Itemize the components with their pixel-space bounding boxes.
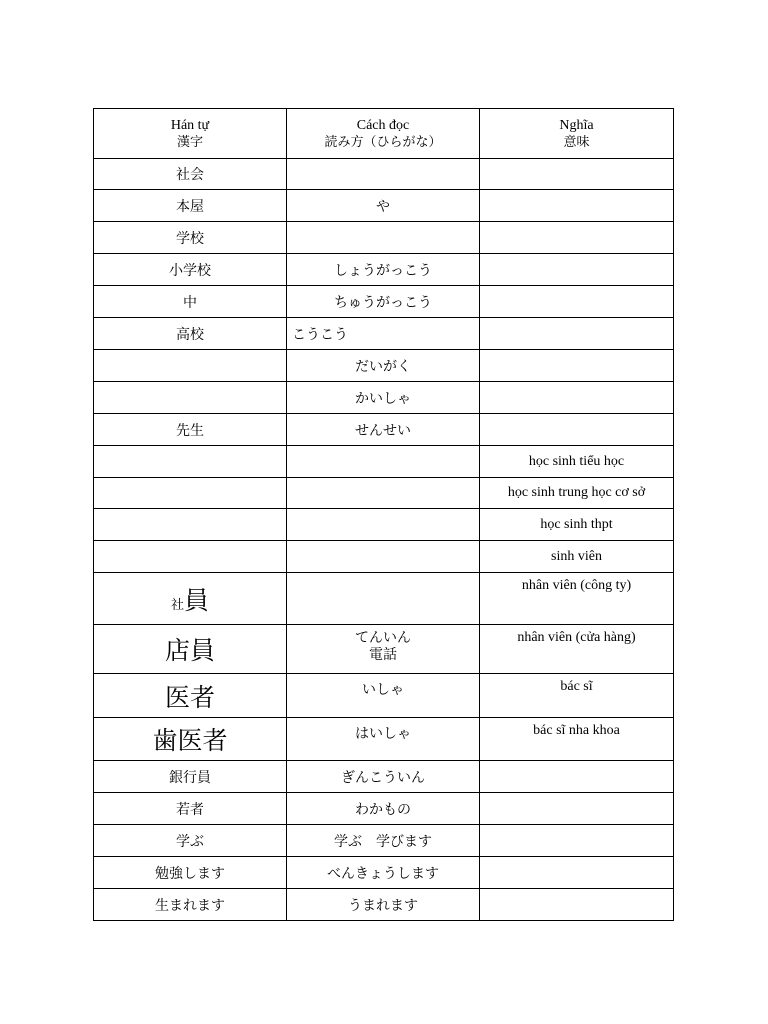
table-row — [94, 825, 674, 857]
meaning-cell — [480, 761, 674, 793]
reading-line-extra: 電話 — [369, 647, 397, 663]
meaning-cell — [480, 318, 674, 350]
kanji-cell: 高校 — [94, 318, 287, 350]
table-row — [94, 793, 674, 825]
table-row — [94, 761, 674, 793]
table-row — [94, 674, 674, 718]
meaning-cell — [480, 414, 674, 446]
meaning-cell — [480, 825, 674, 857]
table-row — [94, 190, 674, 222]
reading-cell: せんせい — [287, 414, 480, 446]
reading-cell — [287, 541, 480, 573]
kanji-cell: 勉強します — [94, 857, 287, 889]
reading-cell: うまれます — [287, 889, 480, 921]
table-row — [94, 254, 674, 286]
kanji-cell — [94, 541, 287, 573]
reading-cell: 学ぶ 学びます — [287, 825, 480, 857]
reading-line: てんいん — [355, 630, 411, 646]
header-reading-jp: 読み方（ひらがな） — [324, 134, 442, 150]
reading-cell — [287, 625, 480, 674]
header-meaning-vn: Nghĩa — [559, 117, 594, 133]
meaning-cell: nhân viên (công ty) — [480, 573, 674, 625]
reading-cell: はいしゃ — [287, 718, 480, 761]
kanji-cell: 生まれます — [94, 889, 287, 921]
table-row — [94, 446, 674, 478]
meaning-cell — [480, 350, 674, 382]
kanji-cell: 小学校 — [94, 254, 287, 286]
table-row — [94, 318, 674, 350]
reading-cell: かいしゃ — [287, 382, 480, 414]
kanji-suffix: 員 — [184, 585, 210, 615]
meaning-cell: học sinh thpt — [480, 509, 674, 541]
meaning-cell: học sinh trung học cơ sở — [480, 478, 674, 509]
reading-cell — [287, 159, 480, 190]
kanji-cell — [94, 350, 287, 382]
header-reading-vn: Cách đọc — [356, 117, 410, 133]
kanji-cell: 社会 — [94, 159, 287, 190]
reading-cell: や — [287, 190, 480, 222]
kanji-cell: 先生 — [94, 414, 287, 446]
header-kanji-jp: 漢字 — [176, 134, 203, 150]
meaning-cell: nhân viên (cửa hàng) — [480, 625, 674, 674]
reading-cell: わかもの — [287, 793, 480, 825]
reading-cell — [287, 478, 480, 509]
reading-cell — [287, 573, 480, 625]
meaning-cell: sinh viên — [480, 541, 674, 573]
kanji-cell: 中 — [94, 286, 287, 318]
meaning-cell — [480, 857, 674, 889]
header-meaning-jp: 意味 — [563, 134, 590, 150]
kanji-cell — [94, 446, 287, 478]
kanji-cell: 本屋 — [94, 190, 287, 222]
kanji-cell — [94, 382, 287, 414]
kanji-cell — [94, 573, 287, 625]
table-row — [94, 889, 674, 921]
kanji-cell: 銀行員 — [94, 761, 287, 793]
table-row — [94, 718, 674, 761]
header-kanji — [94, 109, 287, 159]
header-kanji-vn: Hán tự — [170, 117, 210, 133]
meaning-cell — [480, 793, 674, 825]
meaning-cell — [480, 382, 674, 414]
reading-cell: だいがく — [287, 350, 480, 382]
reading-cell: いしゃ — [287, 674, 480, 718]
meaning-cell — [480, 889, 674, 921]
reading-cell: べんきょうします — [287, 857, 480, 889]
meaning-cell: bác sĩ nha khoa — [480, 718, 674, 761]
reading-cell: ぎんこういん — [287, 761, 480, 793]
table-row — [94, 350, 674, 382]
meaning-cell — [480, 190, 674, 222]
kanji-cell: 学ぶ — [94, 825, 287, 857]
table-row — [94, 222, 674, 254]
table-row — [94, 541, 674, 573]
table-row — [94, 857, 674, 889]
kanji-cell: 若者 — [94, 793, 287, 825]
table-row — [94, 286, 674, 318]
kanji-cell: 歯医者 — [94, 718, 287, 761]
kanji-cell — [94, 509, 287, 541]
reading-cell — [287, 446, 480, 478]
reading-cell: しょうがっこう — [287, 254, 480, 286]
kanji-prefix: 社 — [170, 597, 184, 613]
table-row — [94, 382, 674, 414]
meaning-cell — [480, 222, 674, 254]
reading-cell: こうこう — [287, 318, 480, 350]
vocabulary-table — [93, 108, 674, 921]
table-row — [94, 414, 674, 446]
kanji-cell: 店員 — [94, 625, 287, 674]
header-reading — [287, 109, 480, 159]
kanji-cell: 学校 — [94, 222, 287, 254]
kanji-cell — [94, 478, 287, 509]
meaning-cell — [480, 159, 674, 190]
table-row — [94, 573, 674, 625]
header-meaning — [480, 109, 674, 159]
header-row — [94, 109, 674, 159]
reading-cell: ちゅうがっこう — [287, 286, 480, 318]
reading-cell — [287, 509, 480, 541]
reading-cell — [287, 222, 480, 254]
meaning-cell — [480, 254, 674, 286]
table-row — [94, 478, 674, 509]
kanji-cell: 医者 — [94, 674, 287, 718]
table-row — [94, 625, 674, 674]
table-row — [94, 159, 674, 190]
meaning-cell: bác sĩ — [480, 674, 674, 718]
table-row — [94, 509, 674, 541]
meaning-cell: học sinh tiểu học — [480, 446, 674, 478]
meaning-cell — [480, 286, 674, 318]
